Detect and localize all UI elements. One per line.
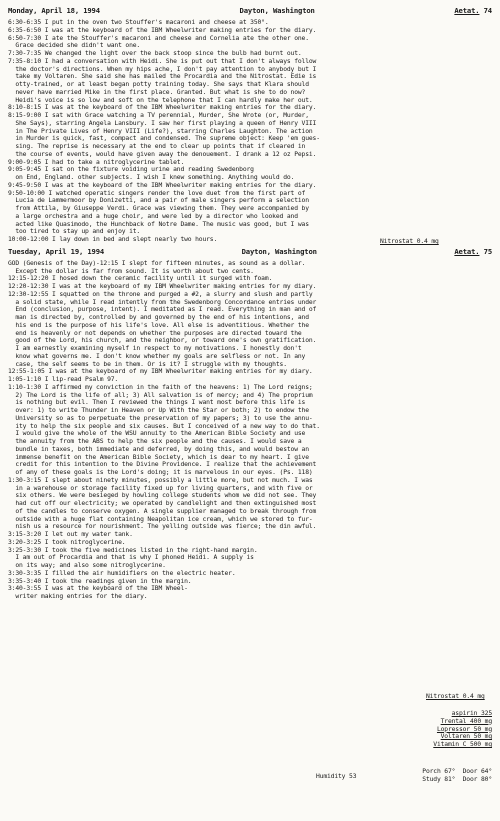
day1-entries	[8, 19, 492, 244]
medicine-item: Voltaren 50 mg	[440, 733, 492, 741]
medicine-item: Lopressor 50 mg	[436, 725, 492, 733]
day1-entry-line: Heidi's voice is so low and soft on the telephone that I can hardly make her out.	[8, 96, 313, 104]
day2-entry-line: nish us a resource for nourishment. The yelling outside was fierce; the din awful.	[8, 523, 317, 531]
day1-entry-line: 8:15-9:00 I sat with Grace watching a TV perennial, Murder, She Wrote (or, Murder,	[8, 112, 309, 119]
day1-entry-line: sing. The reprise is necessary at the end to clear up points that if cleared in	[8, 143, 306, 150]
day1-entry-line: 6:35-6:50 I was at the keyboard of the IBM Wheelwriter making entries for the diary.	[8, 26, 317, 34]
day1-entry-line: 7:30-7:35 We changed the light over the back stoop since the bulb had burnt out.	[8, 50, 302, 57]
day2-entry-line: End (conclusion, purpose, intent). I meditated as I read. Everything in man and of	[8, 306, 317, 314]
day2-entry-line: 12:30-12:55 I squatted on the throne and purged a #2, a slurry and slush and partly	[8, 290, 313, 298]
day2-entry-line: end is heavenly or not depends on whether the purposes are directed toward the	[8, 329, 302, 337]
day1-entry-line: acted like Quasimodo, the Hunchback of Notre Dame. The music was good, but I was	[8, 220, 309, 228]
day1-entry-line: 6:30-6:35 I put in the oven two Stouffer's macaroni and cheese at 350°.	[8, 19, 269, 26]
day2-aetat: Aetat. 75	[454, 246, 492, 256]
day1-entry-line: 9:45-9:50 I was at the keyboard of the IBM Wheelwriter making entries for the diary.	[8, 181, 317, 189]
day1-place: Dayton, Washington	[239, 6, 315, 15]
day1-entry-line: in The Private Lives of Henry VIII (Life?), starring Charles Laughton. The action	[8, 127, 313, 135]
day1-entry-line: too tired to stay up and enjoy it.	[8, 228, 141, 236]
day2-entry-line: GOD (Genesis of the Day)-12:15 I slept for fifteen minutes, as sound as a dollar.	[8, 259, 306, 267]
day1-entry-line: otty-trained, or at least began potty training today. She says that Klara should	[8, 81, 309, 88]
day2-entry-line: over: 1) to write Thunder in Heaven or Up With the Star or both; 2) to endow the	[8, 407, 309, 414]
day1-entry-line: Grace decided she didn't want one.	[8, 42, 141, 50]
day1-entry-line: a large orchestra and a huge choir, and were led by a director who looked and	[8, 212, 298, 220]
day2-entry-line: is nothing but evil. Then I reviewed the things I want most before this life is	[8, 399, 306, 407]
day2-entry-line: good of the Lord, his church, and the neighbor, or toward one's own gratification.	[8, 337, 317, 345]
day2-entry-line: 12:55-1:05 I was at the keyboard of my IBM Wheelwriter making entries for my diary.	[8, 368, 313, 376]
day2-entry-line: 3:25-3:30 I took the five medicines listed in the right-hand margin.	[8, 546, 258, 554]
day2-nitrostat-note: Nitrostat 0.4 mg	[426, 693, 485, 700]
day1-entry-line: 8:10-8:15 I was at the keyboard of the IBM Wheelwriter making entries for the diary.	[8, 104, 317, 112]
day2-entry-line: his end is the purpose of his life's love. All else is adventitious. Whether the	[8, 321, 309, 329]
day1-entry-line: 9:50-10:00 I watched operatic singers render the love duet from the first part of	[8, 189, 306, 197]
day2-entry-line: the annuity from the ABS to help the six people and the causes. I would save a	[8, 438, 302, 445]
day2-date: Tuesday, April 19, 1994	[8, 246, 105, 256]
day2-entry-line: Except the dollar is far from sound. It is worth about two cents.	[8, 267, 254, 275]
day2-entry-line: six others. We were besieged by howling college students whom we did not see. They	[8, 492, 317, 500]
day1-entry-line: on End, England. other subjects. I wish I knew something. Anything would do.	[8, 174, 295, 181]
day1-header	[8, 6, 492, 16]
day2-entry-line: of any of these goals is the Lord's doing; it is marvelous in our eyes. (Ps. 118)	[8, 469, 313, 476]
day2-entry-line: 12:15-12:20 I hosed down the ceramic facility until it surged with foam.	[8, 275, 273, 283]
day2-entry-line: 3:30-3:35 I filled the air humidifiers on the electric heater.	[8, 569, 236, 577]
day2-entry-line: writer making entries for the diary.	[8, 593, 148, 600]
day2-entry-line: 1:30-3:15 I slept about ninety minutes, possibly a little more, but not much. I was	[8, 476, 313, 484]
day1-entry-line: 6:50-7:30 I ate the Stouffer's macaroni and cheese and Cornelia ate the other one.	[8, 34, 309, 42]
day2-entry-line: 2) The Lord is the life of all; 3) All salvation is of mercy; and 4) The proprium	[8, 391, 313, 399]
temperature-reading: Study 81° Door 80°	[422, 775, 492, 783]
day2-entry-line: I am earnestly examining myself in respect to my motivations. I honestly don't	[8, 345, 302, 352]
day1-date: Monday, April 18, 1994	[8, 6, 100, 15]
day1-aetat: Aetat. 74	[454, 6, 492, 15]
day2-entry-line: 1:05-1:10 I lip-read Psalm 97.	[8, 376, 119, 383]
day2-entry-line: 3:20-3:25 I took nitroglycerine.	[8, 538, 126, 546]
day2-entry-line: outside with a huge flat containing Neapolitan ice cream, which we stored to fur-	[8, 515, 313, 523]
day2-entry-line: ity to help the six people and six causes. But I conceived of a new way to do that.	[8, 422, 320, 430]
medicine-item: aspirin 325	[451, 710, 492, 717]
day2-entry-line: I am out of Procardia and that is why I phoned Heidi. A supply is	[8, 554, 254, 562]
day1-entry-line: never have married Mike in the first place. Granted. But what is she to do now?	[8, 88, 306, 96]
medicine-item: Vitamin C 500 mg	[433, 741, 492, 748]
day2-entry-line: 3:40-3:55 I was at the keyboard of the IBM Wheel-	[8, 585, 188, 593]
day2-entry-line: a solid state, while I read intently from the Swedenborg Concordance entries under	[8, 298, 317, 306]
day2-entry-line: immense benefit on the American Bible Society, which is dear to my heart. I give	[8, 453, 309, 461]
day2-entry-line: had cut off our electricity; we operated by candlelight and then extinguished most	[8, 500, 317, 507]
day1-entry-line: 7:35-8:10 I had a conversation with Heidi. She is put out that I don't always follow	[8, 57, 317, 65]
day2-entry-line: I would give the whole of the WSU annuity to the American Bible Society and use	[8, 430, 306, 438]
day1-entry-line: 9:05-9:45 I sat on the fixture voiding urine and reading Swedenborg	[8, 166, 254, 174]
day1-entry-line: the doctor's directions. When my hips ache, I don't pay attention to anybody but I	[8, 65, 317, 73]
day2-entry-line: know what governs me. I don't know whether my goals are selfless or not. In any	[8, 352, 306, 360]
day1-entry-line: the course of events, would have given away the denouement. I drank a 12 oz Pepsi.	[8, 150, 317, 158]
day2-entry-line: credit for this intention to the Divine Providence. I realize that the achievement	[8, 461, 317, 469]
day2-header	[8, 247, 492, 257]
day1-entry-line: 10:00-12:00 I lay down in bed and slept nearly two hours.	[8, 236, 218, 243]
day2-entry-line: 3:35-3:40 I took the readings given in the margin.	[8, 577, 192, 585]
day2-entry-line: case, the self seems to be in them. Or is it? I struggle with my thoughts.	[8, 360, 287, 368]
day1-entry-line: She Says), starring Angela Lansbury. I saw her first playing a queen of Henry VIII	[8, 119, 317, 127]
day2-entry-line: man is directed by, controlled by and governed by the end of his intentions, and	[8, 314, 309, 321]
day1-entry-line: 9:00-9:05 I had to take a nitroglycerine tablet.	[8, 158, 185, 166]
day2-entries	[8, 260, 492, 601]
medicine-list	[433, 710, 492, 749]
day2-entry-line: University so as to perpetuate the preservation of my papers; 3) to use the annu-	[8, 414, 313, 422]
day1-entry-line: from Attila, by Giuseppe Verdi. Grace was viewing them. They were accompanied by	[8, 205, 309, 212]
day2-entry-line: of the candles to conserve oxygen. A single supplier managed to break through from	[8, 507, 317, 515]
day2-entry-line: 1:10-1:30 I affirmed my conviction in the faith of the heavens: 1) The Lord reigns;	[8, 383, 313, 391]
day2-entry-line: on its way; and also some nitroglycerine.	[8, 562, 166, 569]
humidity-reading: Humidity 53	[316, 773, 357, 780]
day2-entry-line: bundle in taxes, both immediate and deferred, by doing this, and would bestow an	[8, 445, 309, 453]
temperature-readings	[422, 768, 492, 784]
day1-nitrostat-note: Nitrostat 0.4 mg	[380, 238, 439, 245]
medicine-item: Trental 400 mg	[440, 717, 492, 725]
day2-entry-line: 3:15-3:20 I let out my water tank.	[8, 531, 133, 538]
day1-entry-line: Lucia de Lammermoor by Donizetti, and a pair of male singers perform a selection	[8, 197, 309, 205]
day2-place: Dayton, Washington	[241, 246, 317, 256]
temperature-reading: Porch 67° Door 64°	[422, 768, 492, 775]
day1-entry-line: take my Voltaren. She said she has mailed the Procardia and the Nitrostat. Edie is	[8, 73, 317, 81]
day2-entry-line: in a warehouse or storage facility fixed up for living quarters, and with five or	[8, 484, 313, 492]
day2-entry-line: 12:20-12:30 I was at the keyboard of my IBM Wheelwriter making entries for my diary.	[8, 283, 317, 290]
day1-entry-line: in Murder is quick, fast, compact and condensed. The supreme object: Keep 'em gues-	[8, 135, 320, 143]
